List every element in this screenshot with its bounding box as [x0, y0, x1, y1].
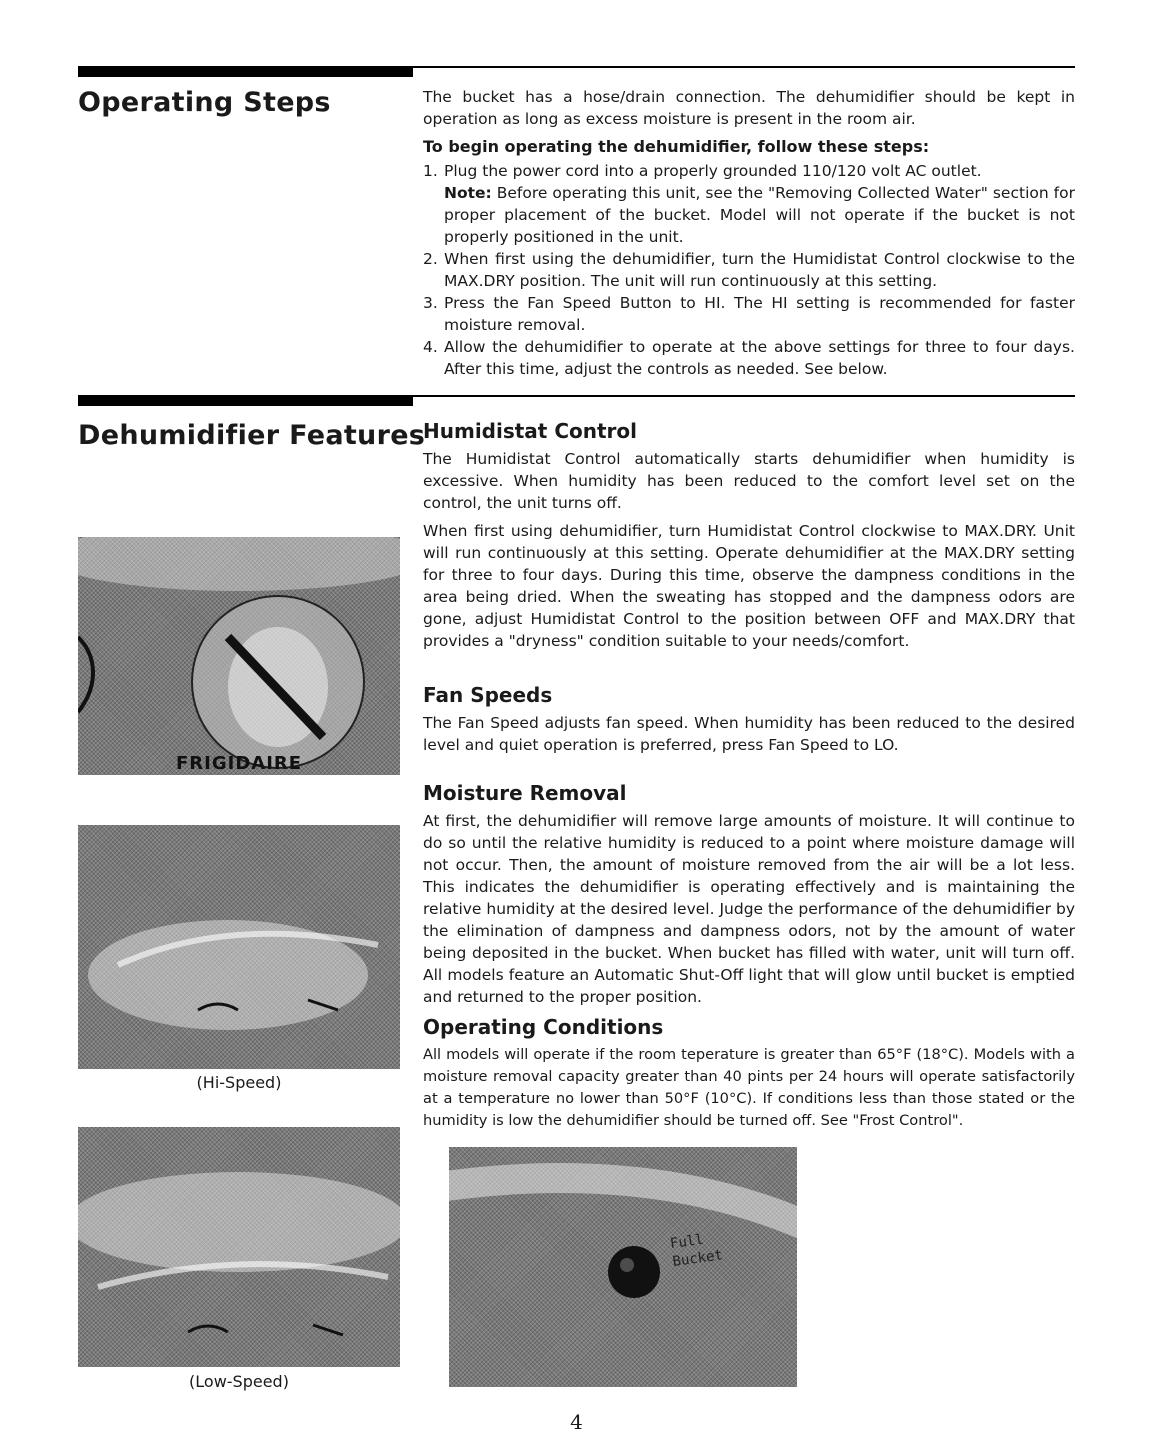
humidistat-paragraph: The Humidistat Control automatically starts dehumidifier when humidity is excessive. When humidity has been reduced to the comfort level set on the control, the unit turns off. [423, 450, 1075, 512]
operating-steps-body [423, 86, 1075, 380]
moisture-removal-paragraph: At first, the dehumidifier will remove large amounts of moisture. It will continue to do so until the relative humidity is reduced to a point where moisture damage will not occur. Then, the amount of moisture removed from the air will be a lot less. This indicates the dehumidifier is operating effectively and is maintaining the relative humidity at the desired level. Judge the performance of the dehumidifier by the elimination of dampness and dampness odors, not by the amount of water being deposited in the bucket. When bucket has filled with water, unit will turn off. All models feature an Automatic Shut-Off light that will glow until bucket is emptied and returned to the proper position. [423, 812, 1075, 1006]
step-text: When first using the dehumidifier, turn the Humidistat Control clockwise to the MAX.DRY position. The unit will run continuously at this setting. [444, 250, 1075, 290]
hi-speed-caption: (Hi-Speed) [196, 1073, 282, 1092]
humidistat-paragraph: When first using dehumidifier, turn Humidistat Control clockwise to MAX.DRY. Unit will run continuously at this setting. Operate dehumidifier at the MAX.DRY setting for three to four days. During this time, observe the dampness conditions in the area being dried. When the sweating has stopped and the dampness odors are gone, adjust Humidistat Control to the position between OFF and MAX.DRY that provides a "dryness" condition suitable to your needs/comfort. [423, 522, 1075, 650]
operating-intro: The bucket has a hose/drain connection. The dehumidifier should be kept in operation as long as excess moisture is present in the room air. [423, 88, 1075, 128]
full-bucket-light-icon [449, 1147, 797, 1387]
step-number: 4. [423, 338, 438, 356]
note-label: Note: [444, 184, 492, 202]
list-item [423, 160, 1075, 248]
operating-steps-list [423, 160, 1075, 380]
operating-conditions-heading: Operating Conditions [423, 1015, 664, 1039]
moisture-removal-heading: Moisture Removal [423, 781, 627, 805]
operating-steps-title: Operating Steps [78, 87, 331, 118]
features-body [423, 418, 1075, 1138]
step-text: Allow the dehumidifier to operate at the above settings for three to four days. After this time, adjust the controls as needed. See below. [444, 338, 1075, 378]
low-speed-caption: (Low-Speed) [189, 1372, 289, 1391]
hi-speed-photo [78, 825, 400, 1069]
section-rule-thin [78, 66, 1075, 68]
fan-speed-button-icon [78, 825, 400, 1069]
brand-logo: FRIGIDAIRE [176, 753, 303, 774]
features-title: Dehumidifier Features [78, 420, 426, 451]
operating-conditions-paragraph: All models will operate if the room teperature is greater than 65°F (18°C). Models with a moisture removal capacity greater than 40 pints per 24 hours will operate satisfactorily at a temperature no lower than 50°F (10°C). If conditions less than those stated or the humidity is low the dehumidifier should be turned off. See "Frost Control". [423, 1046, 1075, 1129]
page-number: 4 [570, 1410, 583, 1434]
step-text: Plug the power cord into a properly grounded 110/120 volt AC outlet. [444, 162, 982, 180]
list-item [423, 248, 1075, 292]
section-rule-thick [78, 67, 413, 77]
humidistat-knob-photo [78, 537, 400, 775]
fan-speed-button-icon [78, 1127, 400, 1367]
step-text: Press the Fan Speed Button to HI. The HI setting is recommended for faster moisture removal. [444, 294, 1075, 334]
fan-speeds-paragraph: The Fan Speed adjusts fan speed. When humidity has been reduced to the desired level and quiet operation is preferred, press Fan Speed to LO. [423, 714, 1075, 754]
step-number: 1. [423, 162, 438, 180]
knob-icon [78, 537, 400, 775]
humidistat-heading: Humidistat Control [423, 419, 638, 443]
step-number: 2. [423, 250, 438, 268]
full-bucket-label: Full Bucket [669, 1231, 724, 1271]
list-item [423, 292, 1075, 336]
note-text: Before operating this unit, see the "Removing Collected Water" section for proper placement of the bucket. Model will not operate if the bucket is not properly positioned in the unit. [444, 184, 1075, 246]
list-item [423, 336, 1075, 380]
section-rule-thin [78, 395, 1075, 397]
section-rule-thick [78, 396, 413, 406]
operating-lead: To begin operating the dehumidifier, follow these steps: [423, 137, 930, 156]
fan-speeds-heading: Fan Speeds [423, 683, 553, 707]
step-number: 3. [423, 294, 438, 312]
low-speed-photo [78, 1127, 400, 1367]
full-bucket-photo [449, 1147, 797, 1387]
